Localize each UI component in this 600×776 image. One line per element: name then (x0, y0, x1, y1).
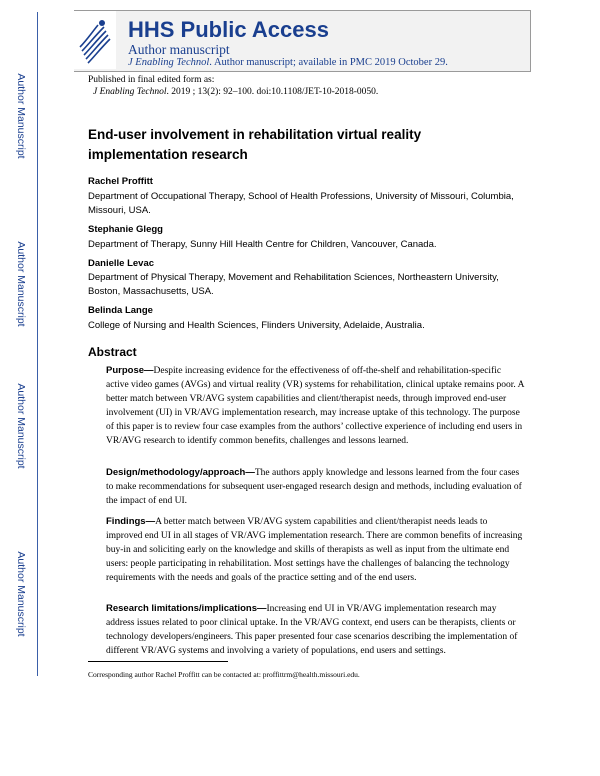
footnote-rule (88, 661, 228, 662)
abstract-design: Design/methodology/approach—The authors apply knowledge and lessons learned from the four cases to make recommendations for subsequent user-engaged research design and methods, including evaluation of the impact of end UI. (106, 467, 522, 506)
author-name: Danielle Levac (88, 258, 155, 269)
published-citation: J Enabling Technol. 2019 ; 13(2): 92–100. doi:10.1108/JET-10-2018-0050. (93, 87, 379, 97)
sidebar-label: Author Manuscript (15, 241, 27, 327)
author-name: Belinda Lange (88, 305, 153, 316)
abstract-findings: Findings—A better match between VR/AVG system capabilities and client/therapist needs leads to improved end UI in all stages of VR/AVG implementation research. There are common benefits of increasing buy-in and soliciting early on the knowledge and skills of therapists as well as input from the ultimate end users: people participating in rehabilitation. Most settings have the challenges of balancing the technology requirements with the needs and goals of the practice setting and of the end users. (106, 516, 523, 583)
sidebar-label: Author Manuscript (15, 383, 27, 469)
hhs-eagle-logo (74, 11, 116, 69)
published-note: Published in final edited form as: (88, 75, 215, 85)
sidebar (0, 0, 42, 776)
abstract-limitations: Research limitations/implications—Increasing end UI in VR/AVG implementation research may address issues related to poor clinical uptake. In the VR/AVG context, end users can be therapists, clients or technology developers/engineers. This paper presented four case scenarios describing the implementation of different VR/AVG systems and involving a variety of populations, end users and settings. (106, 603, 518, 656)
header-subtitle: Author manuscript (128, 42, 230, 57)
author-name: Stephanie Glegg (88, 224, 163, 235)
sidebar-label: Author Manuscript (15, 551, 27, 637)
author-affiliation: Department of Therapy, Sunny Hill Health Centre for Children, Vancouver, Canada. (88, 239, 437, 250)
paper-title: End-user involvement in rehabilitation virtual reality implementation research (88, 127, 422, 162)
header-title: HHS Public Access (128, 17, 329, 42)
author-affiliation: College of Nursing and Health Sciences, Flinders University, Adelaide, Australia. (88, 320, 425, 331)
footnote: Corresponding author Rachel Proffitt can be contacted at: proffittrm@health.missouri.edu. (88, 670, 360, 679)
abstract-heading: Abstract (88, 345, 137, 359)
abstract-purpose: Purpose—Despite increasing evidence for the effectiveness of off-the-shelf and rehabilitation-specific active video games (AVGs) and virtual reality (VR) systems for rehabilitation, clinical uptake remains poor. A better match between VR/AVG system capabilities and client/therapist needs, through improved end-user involvement (UI) in VR/AVG implementation research, may increase uptake of this technology. The purpose of this paper is to review four case examples from the authors’ collective experience of including end users in VR/AVG research to identify common benefits, challenges and lessons learned. (106, 365, 524, 446)
author-name: Rachel Proffitt (88, 176, 153, 187)
sidebar-label: Author Manuscript (15, 73, 27, 159)
sidebar-rule (37, 12, 38, 676)
author-affiliation: Department of Occupational Therapy, School of Health Professions, University of Missouri, Columbia, Missouri, USA. (88, 191, 514, 216)
header-citation: J Enabling Technol. Author manuscript; available in PMC 2019 October 29. (128, 57, 448, 68)
author-affiliation: Department of Physical Therapy, Movement and Rehabilitation Sciences, Northeastern University, Boston, Massachusetts, USA. (88, 272, 499, 297)
